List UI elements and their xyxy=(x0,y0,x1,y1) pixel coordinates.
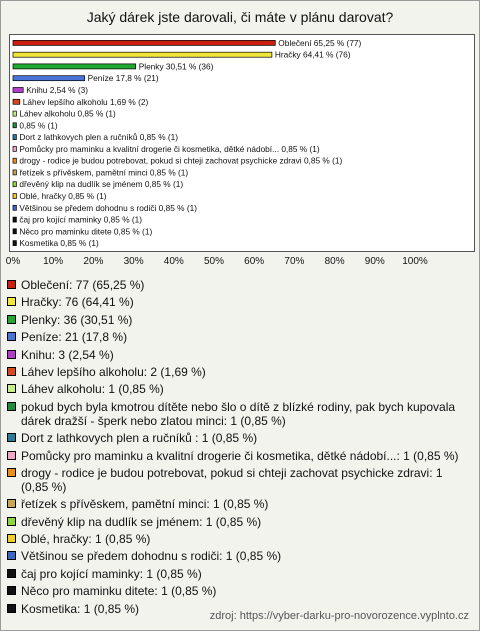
legend-swatch xyxy=(7,384,16,393)
legend-item xyxy=(7,330,473,344)
bar-label-13: Oblé, hračky 0,85 % (1) xyxy=(19,191,107,201)
x-tick-label: 60% xyxy=(244,256,265,267)
legend-swatch xyxy=(7,332,16,341)
bar-6 xyxy=(13,111,16,116)
legend-item xyxy=(7,313,473,327)
legend-swatch xyxy=(7,451,16,460)
bar-10 xyxy=(13,158,16,163)
legend-swatch xyxy=(7,433,16,442)
bar-label-11: řetízek s přívěskem, pamětní minci 0,85 % (1) xyxy=(19,167,189,178)
legend-item xyxy=(7,382,473,396)
legend-label: Dort z lathkovych plen a ručníků : 1 (0,85 %) xyxy=(21,431,258,446)
bar-7 xyxy=(13,123,16,128)
bar-label-4: Knihu 2,54 % (3) xyxy=(26,85,89,95)
legend-item xyxy=(7,449,473,463)
x-tick-label: 30% xyxy=(123,256,144,267)
bar-14 xyxy=(13,205,16,210)
legend-label: Láhev lepšího alkoholu: 2 (1,69 %) xyxy=(21,364,206,379)
legend-item xyxy=(7,584,473,598)
legend-swatch xyxy=(7,350,16,359)
source-credit: zdroj: https://vyber-darku-pro-novorozence.vyplnto.cz xyxy=(209,610,469,622)
x-tick-label: 50% xyxy=(203,256,225,267)
bar-label-12: dřevěný klip na dudlík se jménem 0,85 % (1) xyxy=(19,179,184,190)
legend-item xyxy=(7,365,473,379)
legend-swatch xyxy=(7,315,16,324)
legend-item xyxy=(7,515,473,529)
bar-15 xyxy=(13,217,16,222)
bar-12 xyxy=(13,182,16,187)
bar-label-7: 0,85 % (1) xyxy=(19,120,58,131)
bar-label-0: Oblečení 65,25 % (77) xyxy=(278,37,362,48)
legend-item xyxy=(7,295,473,309)
legend-label: dřevěný klip na dudlík se jménem: 1 (0,85 %) xyxy=(21,514,262,529)
legend-swatch xyxy=(7,517,16,526)
legend-label: pokud bych byla kmotrou dítěte nebo šlo o dítě z blízké rodiny, pak bych kupovala dárek dražší - šperk nebo zlatou minci: 1 (0,85 %) xyxy=(21,399,456,428)
bar-label-2: Plenky 30,51 % (36) xyxy=(138,61,214,72)
x-tick-label: 10% xyxy=(43,256,64,267)
legend-swatch xyxy=(7,468,16,477)
legend-item xyxy=(7,567,473,581)
bar-9 xyxy=(13,146,16,151)
bar-label-15: čaj pro kojící maminky 0,85 % (1) xyxy=(19,214,143,225)
legend-swatch xyxy=(7,402,16,411)
bar-1 xyxy=(13,52,272,57)
bar-chart xyxy=(10,35,474,251)
legend-label: Peníze: 21 (17,8 %) xyxy=(21,330,128,345)
legend-item xyxy=(7,532,473,546)
legend-label: Oblečení: 77 (65,25 %) xyxy=(21,278,145,292)
bar-label-17: Kosmetika 0,85 % (1) xyxy=(19,238,99,249)
bar-label-1: Hračky 64,41 % (76) xyxy=(274,49,351,60)
x-tick-label: 80% xyxy=(324,256,345,267)
bar-label-16: Něco pro maminku ditete 0,85 % (1) xyxy=(19,226,153,237)
x-tick-label: 0% xyxy=(5,256,21,267)
x-tick-label: 70% xyxy=(284,256,305,267)
legend-item xyxy=(7,431,473,445)
bar-13 xyxy=(13,194,16,199)
bar-2 xyxy=(13,64,136,69)
legend-label: Kosmetika: 1 (0,85 %) xyxy=(21,601,140,616)
chart-title: Jaký dárek jste darovali, či máte v plánu darovat? xyxy=(86,9,394,25)
legend-item xyxy=(7,400,473,428)
bar-0 xyxy=(13,40,275,45)
bar-8 xyxy=(13,135,16,140)
bar-5 xyxy=(13,99,20,104)
legend-label: Oblé, hračky: 1 (0,85 %) xyxy=(21,532,151,547)
bar-label-10: drogy - rodice je budou potrebovat, pokud si chteji zachovat psychicke zdravi 0,85 % (1) xyxy=(19,155,343,166)
legend-swatch xyxy=(7,534,16,543)
bar-4 xyxy=(13,88,23,93)
legend-swatch xyxy=(7,604,16,613)
legend-item xyxy=(7,278,473,292)
legend-swatch xyxy=(7,367,16,376)
bar-label-9: Pomůcky pro maminku a kvalitní drogerie či kosmetika, dětké nádobí... 0,85 % (1) xyxy=(19,143,320,154)
legend-item xyxy=(7,466,473,494)
bar-label-14: Většinou se předem dohodnu s rodiči 0,85 % (1) xyxy=(19,202,197,213)
legend-label: řetízek s přívěskem, pamětní minci: 1 (0,85 %) xyxy=(21,497,269,512)
bar-label-8: Dort z lathkovych plen a ručníků 0,85 % (1) xyxy=(19,132,179,143)
legend-swatch xyxy=(7,499,16,508)
bar-11 xyxy=(13,170,16,175)
x-tick-label: 100% xyxy=(402,256,428,267)
bar-16 xyxy=(13,229,16,234)
legend-label: Většinou se předem dohodnu s rodiči: 1 (0,85 %) xyxy=(21,549,282,564)
x-tick-label: 90% xyxy=(364,256,385,267)
legend-swatch xyxy=(7,297,16,306)
legend-label: Pomůcky pro maminku a kvalitní drogerie či kosmetika, dětké nádobí...: 1 (0,85 %) xyxy=(21,448,459,463)
legend-swatch xyxy=(7,280,16,289)
legend-label: Knihu: 3 (2,54 %) xyxy=(21,347,114,362)
legend-label: Plenky: 36 (30,51 %) xyxy=(21,312,133,327)
bar-label-3: Peníze 17,8 % (21) xyxy=(87,73,159,84)
bar-label-6: Láhev alkoholu 0,85 % (1) xyxy=(19,108,116,119)
legend-label: drogy - rodice je budou potrebovat, pokud si chteji zachovat psychicke zdravi: 1 (0,85 %) xyxy=(21,465,443,494)
x-tick-label: 40% xyxy=(163,256,184,267)
legend-item xyxy=(7,348,473,362)
legend-label: čaj pro kojící maminky: 1 (0,85 %) xyxy=(21,566,202,581)
legend-label: Láhev alkoholu: 1 (0,85 %) xyxy=(21,382,164,397)
bar-3 xyxy=(13,76,85,81)
legend-swatch xyxy=(7,586,16,595)
legend-item xyxy=(7,549,473,563)
legend-swatch xyxy=(7,569,16,578)
legend-swatch xyxy=(7,551,16,560)
legend-label: Něco pro maminku ditete: 1 (0,85 %) xyxy=(21,584,217,599)
legend-label: Hračky: 76 (64,41 %) xyxy=(21,295,134,310)
legend xyxy=(7,278,473,619)
legend-item xyxy=(7,497,473,511)
plot-area xyxy=(9,34,475,252)
x-axis xyxy=(1,256,479,272)
bar-17 xyxy=(13,241,16,246)
bar-label-5: Láhev lepšího alkoholu 1,69 % (2) xyxy=(22,96,149,107)
x-tick-label: 20% xyxy=(83,256,104,267)
